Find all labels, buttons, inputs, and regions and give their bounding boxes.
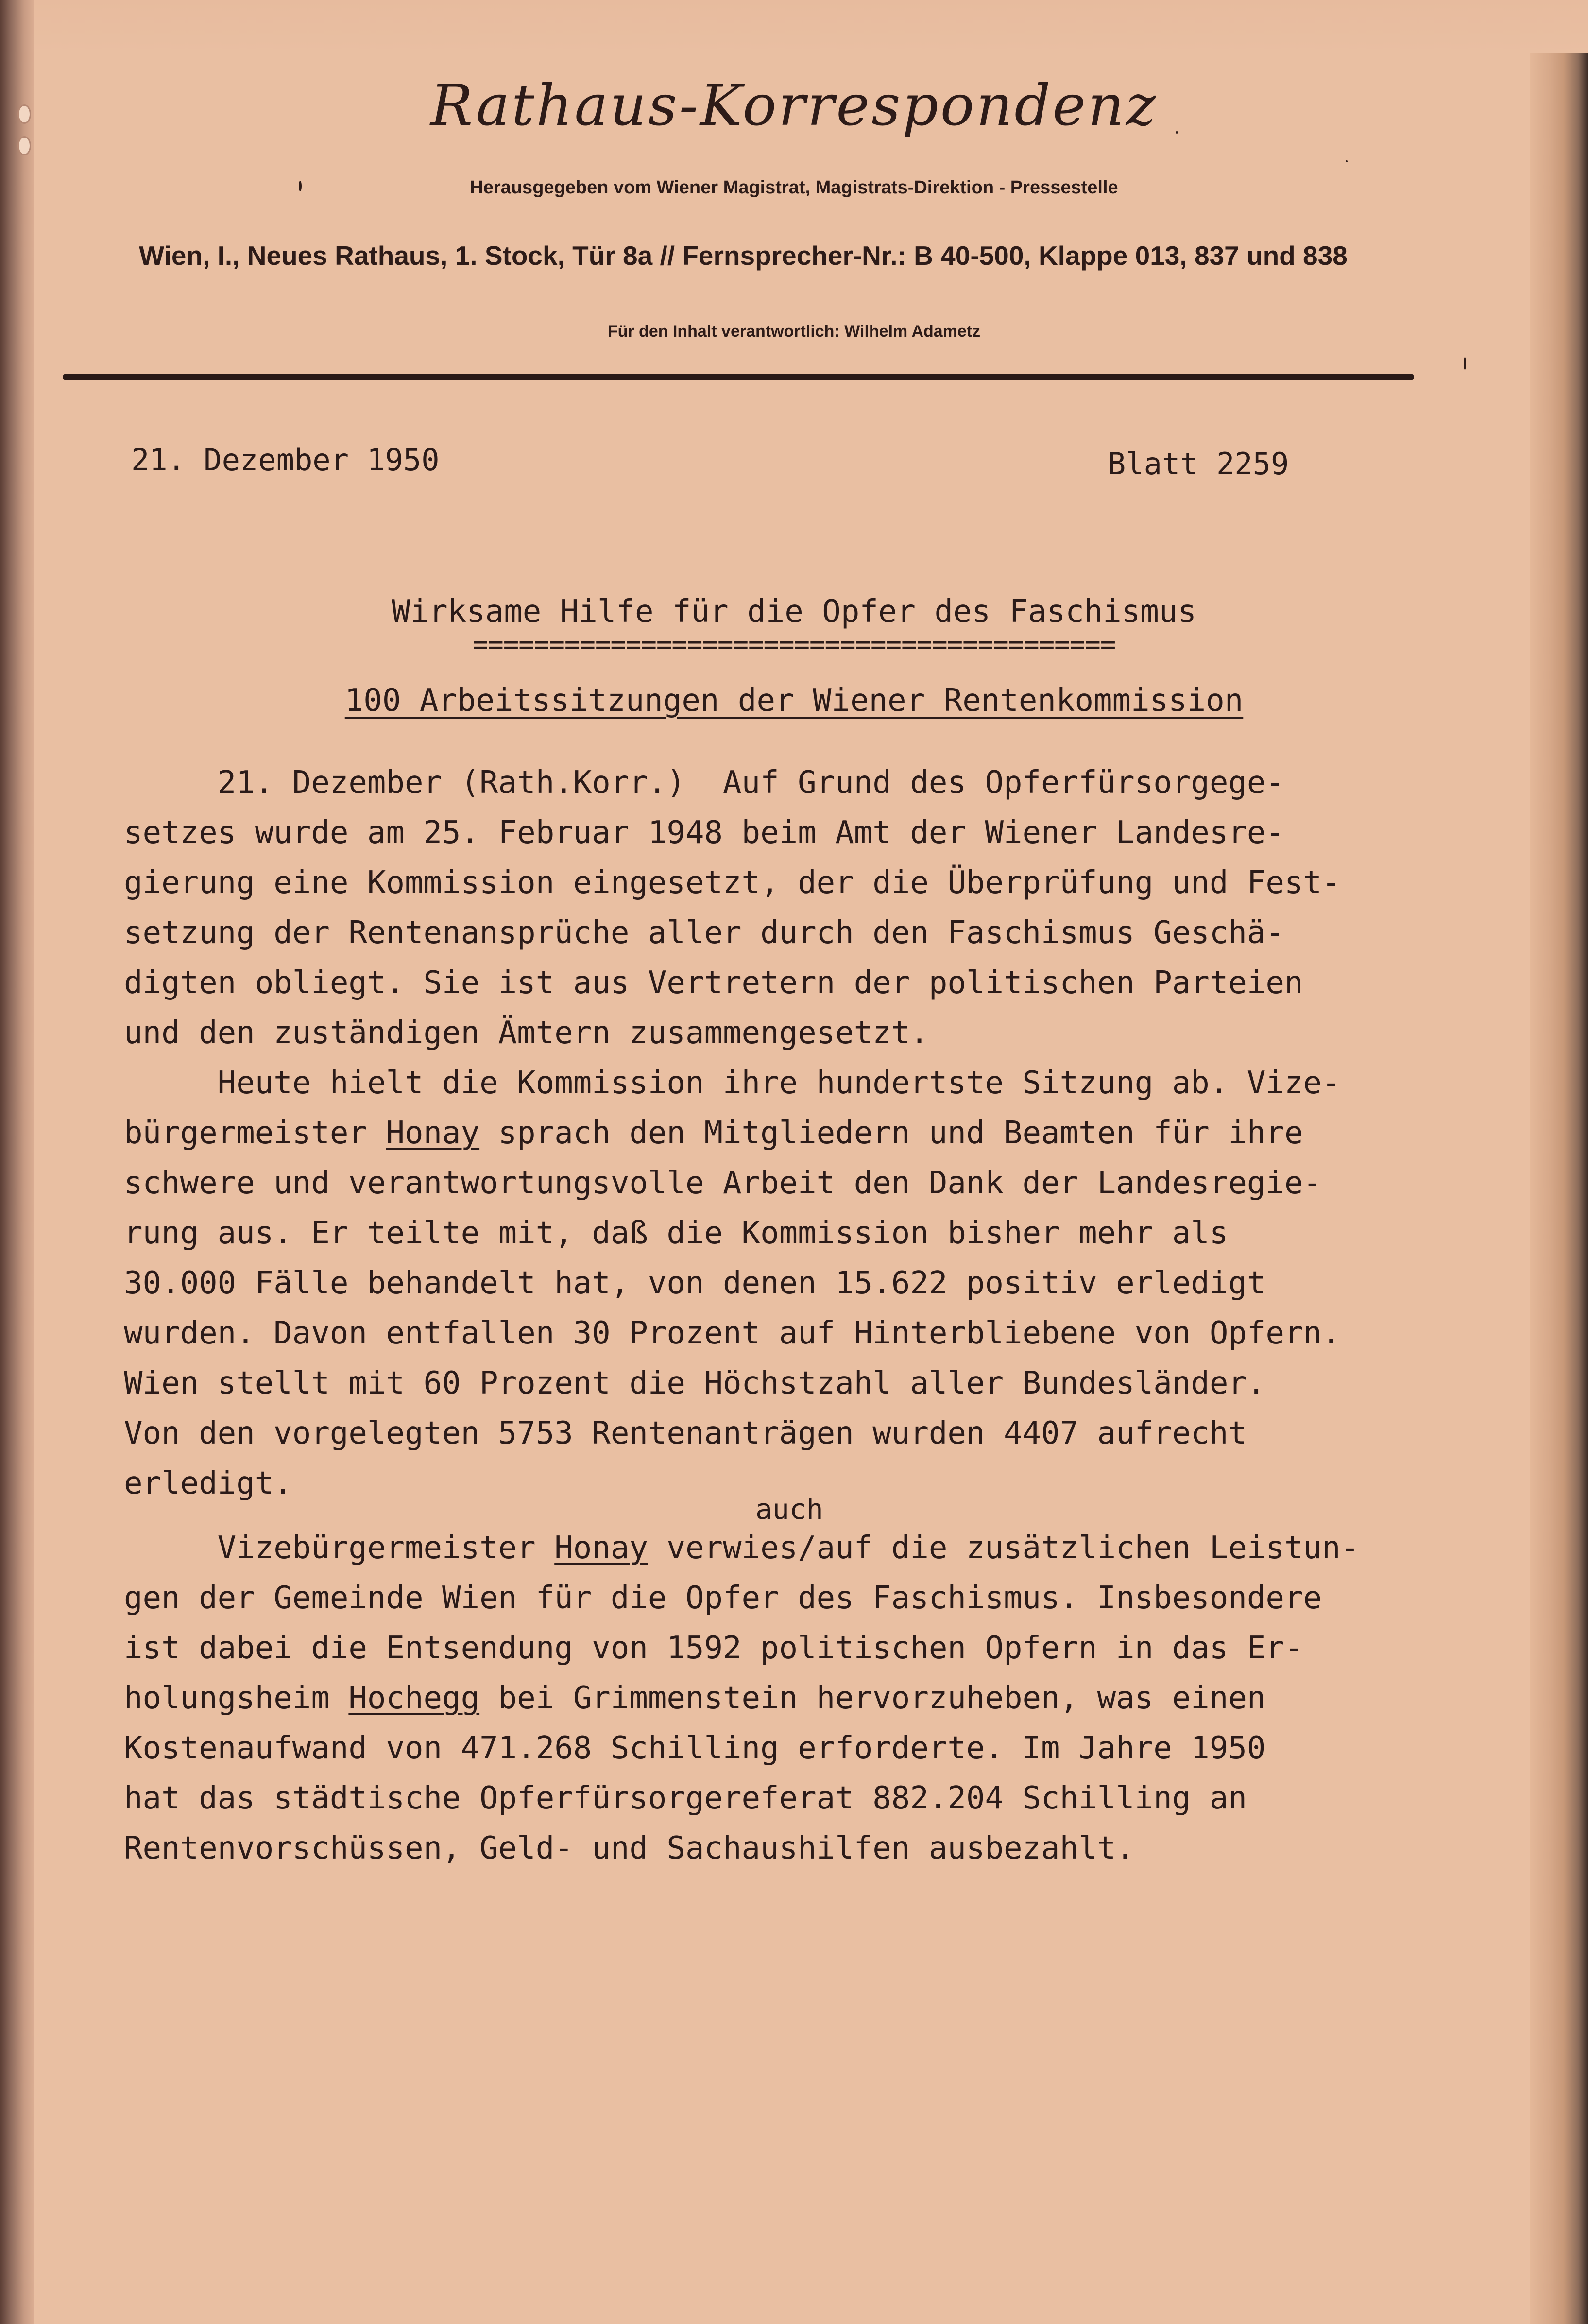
body-line: erledigt.	[124, 1465, 292, 1501]
binding-hole	[17, 136, 31, 155]
body-line: rung aus. Er teilte mit, daß die Kommission bisher mehr als	[124, 1215, 1229, 1251]
body-line-segment: holungsheim	[124, 1680, 349, 1716]
article-subheadline-text: 100 Arbeitssitzungen der Wiener Rentenkommission	[344, 683, 1244, 719]
paper-speck	[1464, 357, 1466, 370]
body-line-segment: bürgermeister	[124, 1115, 386, 1151]
body-line: schwere und verantwortungsvolle Arbeit den Dank der Landesregie-	[124, 1165, 1322, 1201]
body-line: 30.000 Fälle behandelt hat, von denen 15.622 positiv erledigt	[124, 1265, 1266, 1301]
body-line-segment: Vizebürgermeister	[124, 1530, 555, 1566]
body-line: gierung eine Kommission eingesetzt, der die Überprüfung und Fest-	[124, 865, 1341, 901]
page-stack-edge	[1530, 53, 1588, 2324]
body-line: setzung der Rentenansprüche aller durch den Faschismus Geschä-	[124, 915, 1284, 951]
inserted-word: auch	[755, 1493, 823, 1526]
sheet-number: Blatt 2259	[1108, 446, 1289, 482]
masthead-publisher: Herausgegeben vom Wiener Magistrat, Magistrats-Direktion - Pressestelle	[470, 177, 1118, 198]
body-line: und den zuständigen Ämtern zusammengesetzt.	[124, 1015, 929, 1051]
masthead-responsible: Für den Inhalt verantwortlich: Wilhelm Adametz	[607, 322, 981, 341]
masthead-address: Wien, I., Neues Rathaus, 1. Stock, Tür 8a // Fernsprecher-Nr.: B 40-500, Klappe 013, 837 und 838	[139, 241, 1348, 271]
body-line-segment: bei Grimmenstein hervorzuheben, was einen	[479, 1680, 1266, 1716]
article-subheadline	[0, 683, 1588, 719]
issue-date: 21. Dezember 1950	[131, 442, 440, 478]
body-line: digten obliegt. Sie ist aus Vertretern der politischen Parteien	[124, 965, 1303, 1001]
article-headline: Wirksame Hilfe für die Opfer des Faschismus	[392, 594, 1196, 630]
underlined-place: Hochegg	[348, 1680, 480, 1716]
body-line: Von den vorgelegten 5753 Rentenanträgen wurden 4407 aufrecht	[124, 1415, 1247, 1451]
page-top-shading	[34, 0, 1588, 53]
masthead-title: Rathaus-Korrespondenz	[430, 73, 1158, 138]
headline-double-rule: ==========================================	[472, 629, 1116, 660]
paper-speck	[1176, 131, 1178, 134]
underlined-name: Honay	[554, 1530, 648, 1566]
body-line-segment: verwies/auf die zusätzlichen Leistun-	[648, 1530, 1360, 1566]
body-line: 21. Dezember (Rath.Korr.) Auf Grund des Opferfürsorgege-	[124, 765, 1284, 801]
body-line: Wien stellt mit 60 Prozent die Höchstzahl aller Bundesländer.	[124, 1365, 1266, 1401]
paper-speck	[1346, 160, 1348, 162]
body-line: ist dabei die Entsendung von 1592 politischen Opfern in das Er-	[124, 1630, 1303, 1666]
article-body	[124, 758, 1435, 1874]
body-line	[124, 1108, 1435, 1158]
masthead-rule	[63, 374, 1414, 380]
paper-speck	[299, 181, 302, 191]
body-line-segment: sprach den Mitgliedern und Beamten für ihre	[479, 1115, 1303, 1151]
body-line: wurden. Davon entfallen 30 Prozent auf Hinterbliebene von Opfern.	[124, 1315, 1341, 1351]
body-line	[124, 1523, 1435, 1573]
underlined-name: Honay	[386, 1115, 480, 1151]
body-line: setzes wurde am 25. Februar 1948 beim Amt der Wiener Landesre-	[124, 815, 1284, 851]
body-line: gen der Gemeinde Wien für die Opfer des Faschismus. Insbesondere	[124, 1580, 1322, 1616]
body-line: Kostenaufwand von 471.268 Schilling erforderte. Im Jahre 1950	[124, 1730, 1266, 1766]
body-line: Rentenvorschüssen, Geld- und Sachaushilfen ausbezahlt.	[124, 1830, 1135, 1866]
body-line: Heute hielt die Kommission ihre hundertste Sitzung ab. Vize-	[124, 1065, 1341, 1101]
binding-strip	[0, 0, 34, 2324]
body-line	[124, 1673, 1435, 1723]
body-line: hat das städtische Opferfürsorgereferat 882.204 Schilling an	[124, 1780, 1247, 1816]
